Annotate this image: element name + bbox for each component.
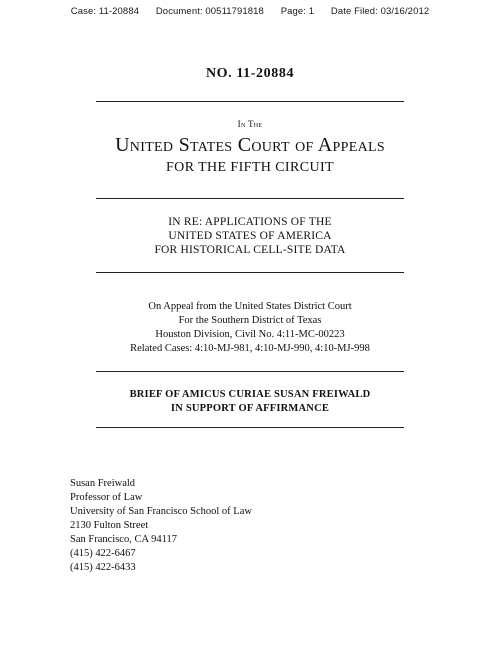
counsel-block <box>70 477 252 575</box>
counsel-institution: University of San Francisco School of Law <box>70 506 252 517</box>
brief-title-line: BRIEF OF AMICUS CURIAE SUSAN FREIWALD <box>129 389 371 400</box>
counsel-phone: (415) 422-6467 <box>70 548 136 559</box>
counsel-title: Professor of Law <box>70 492 143 503</box>
header-date-filed: Date Filed: 03/16/2012 <box>330 6 430 17</box>
appeal-line: For the Southern District of Texas <box>178 315 322 326</box>
appeal-line: Houston Division, Civil No. 4:11-MC-00223 <box>155 329 345 340</box>
counsel-city: San Francisco, CA 94117 <box>70 534 177 545</box>
court-name: United States Court of Appeals <box>115 134 385 156</box>
docket-number: NO. 11-20884 <box>205 66 295 81</box>
divider-caption <box>96 272 404 273</box>
appeal-info <box>0 300 500 356</box>
divider-appeal <box>96 371 404 372</box>
caption-line: FOR HISTORICAL CELL-SITE DATA <box>154 244 346 256</box>
divider-brief <box>96 427 404 428</box>
counsel-street: 2130 Fulton Street <box>70 520 149 531</box>
appeal-line: Related Cases: 4:10-MJ-981, 4:10-MJ-990, 4:10-MJ-998 <box>130 343 370 354</box>
counsel-phone-2: (415) 422-6433 <box>70 562 136 573</box>
appeal-line: On Appeal from the United States District Court <box>148 301 352 312</box>
ecf-header <box>0 6 500 17</box>
divider-court <box>96 198 404 199</box>
case-caption <box>0 215 500 257</box>
header-case: Case: 11-20884 <box>70 6 140 17</box>
court-in-the: In The <box>237 119 263 129</box>
brief-title-line: IN SUPPORT OF AFFIRMANCE <box>170 403 330 414</box>
caption-line: IN RE: APPLICATIONS OF THE <box>168 216 332 228</box>
brief-title <box>0 388 500 416</box>
counsel-name: Susan Freiwald <box>70 478 136 489</box>
header-document: Document: 00511791818 <box>155 6 264 17</box>
divider-top <box>96 101 404 102</box>
header-page: Page: 1 <box>280 6 315 17</box>
caption-line: UNITED STATES OF AMERICA <box>168 230 332 242</box>
court-circuit: FOR THE FIFTH CIRCUIT <box>166 160 334 175</box>
